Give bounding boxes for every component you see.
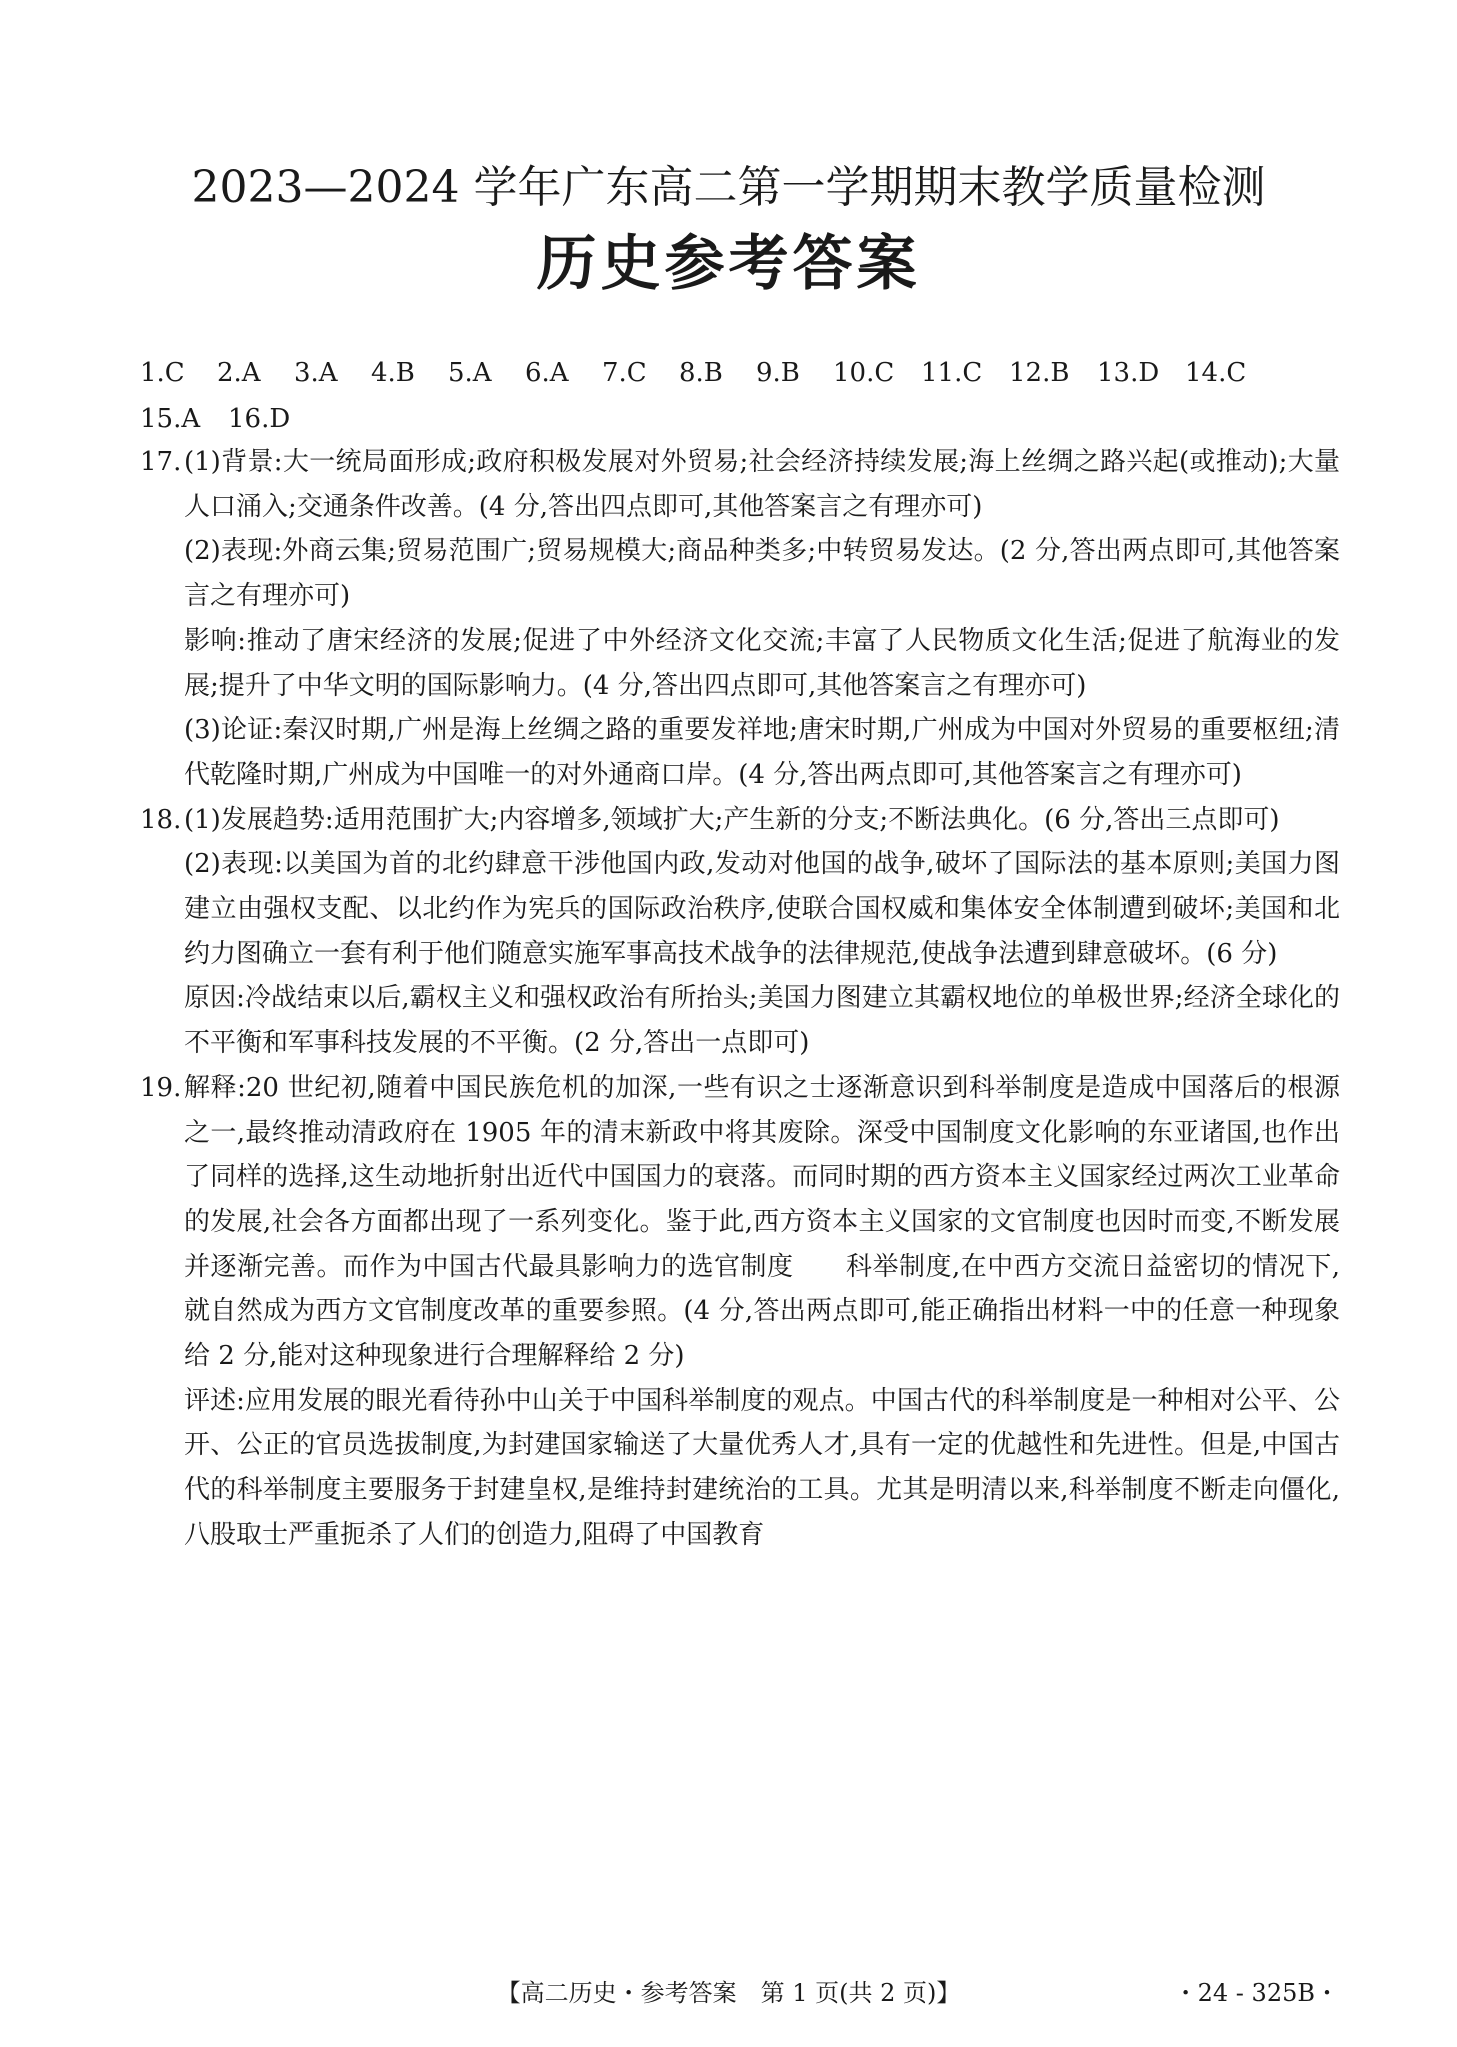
question-number: 19. [140, 1072, 182, 1103]
choice-answer: 8.B [679, 358, 723, 388]
choice-answer: 15.A [140, 404, 201, 434]
choice-answer: 14.C [1185, 358, 1247, 388]
q17-part3: (3)论证:秦汉时期,广州是海上丝绸之路的重要发祥地;唐宋时期,广州成为中国对外贸易的重要枢纽;清代乾隆时期,广州成为中国唯一的对外通商口岸。(4 分,答出两点即可,其他答案言之有理亦可) [184, 715, 1340, 790]
q17-part1: (1)背景:大一统局面形成;政府积极发展对外贸易;社会经济持续发展;海上丝绸之路兴起(或推动);大量人口涌入;交通条件改善。(4 分,答出四点即可,其他答案言之有理亦可) [184, 447, 1340, 522]
page-title: 2023—2024 学年广东高二第一学期期末教学质量检测 [191, 162, 1266, 213]
choice-answer: 6.A [525, 358, 569, 388]
choice-answer: 3.A [294, 358, 338, 388]
question-17 [140, 440, 1340, 798]
q19-explain: 解释:20 世纪初,随着中国民族危机的加深,一些有识之士逐渐意识到科举制度是造成中国落后的根源之一,最终推动清政府在 1905 年的清末新政中将其废除。深受中国制度文化影响的东亚诸国,也作出了同样的选择,这生动地折射出近代中国国力的衰落。而同时期的西方资本主义国家经过两次工业革命的发展,社会各方面都出现了一系列变化。鉴于此,西方资本主义国家的文官制度也因时而变,不断发展并逐渐完善。而作为中国古代最具影响力的选官制度 科举制度,在中西方交流日益密切的情况下,就自然成为西方文官制度改革的重要参照。(4 分,答出两点即可,能正确指出材料一中的任意一种现象给 2 分,能对这种现象进行合理解释给 2 分) [184, 1072, 1340, 1372]
choice-answer: 9.B [756, 358, 800, 388]
choice-answer: 16.D [228, 404, 291, 434]
answer-body [140, 440, 1340, 1558]
q18-part2-reason: 原因:冷战结束以后,霸权主义和强权政治有所抬头;美国力图建立其霸权地位的单极世界;经济全球化的不平衡和军事科技发展的不平衡。(2 分,答出一点即可) [184, 983, 1340, 1059]
choice-answer: 2.A [217, 358, 261, 388]
choice-answer: 12.B [1009, 358, 1070, 388]
q18-part1: (1)发展趋势:适用范围扩大;内容增多,领域扩大;产生新的分支;不断法典化。(6 分,答出三点即可) [184, 804, 1280, 835]
q19-comment: 评述:应用发展的眼光看待孙中山关于中国科举制度的观点。中国古代的科举制度是一种相对公平、公开、公正的官员选拔制度,为封建国家输送了大量优秀人才,具有一定的优越性和先进性。但是,中国古代的科举制度主要服务于封建皇权,是维持封建统治的工具。尤其是明清以来,科举制度不断走向僵化,八股取士严重扼杀了人们的创造力,阻碍了中国教育 [184, 1385, 1340, 1550]
choice-answer: 5.A [448, 358, 492, 388]
page-subtitle: 历史参考答案 [536, 229, 921, 299]
choice-answers [140, 350, 1340, 442]
question-number: 17. [140, 447, 182, 477]
question-19 [140, 1066, 1340, 1558]
question-number: 18. [140, 804, 182, 835]
choice-answer: 10.C [833, 358, 895, 388]
choice-answer: 7.C [602, 358, 647, 388]
answer-row-2 [140, 396, 1340, 442]
q17-part2-performance: (2)表现:外商云集;贸易范围广;贸易规模大;商品种类多;中转贸易发达。(2 分,答出两点即可,其他答案言之有理亦可) [184, 536, 1340, 612]
choice-answer: 11.C [921, 358, 983, 388]
q17-part2-impact: 影响:推动了唐宋经济的发展;促进了中外经济文化交流;丰富了人民物质文化生活;促进了航海业的发展;提升了中华文明的国际影响力。(4 分,答出四点即可,其他答案言之有理亦可) [184, 625, 1340, 701]
answer-row-1 [140, 350, 1340, 396]
choice-answer: 1.C [140, 358, 185, 388]
choice-answer: 4.B [371, 358, 415, 388]
footer-code: ・24 - 325B・ [1173, 1979, 1339, 2007]
q18-part2-performance: (2)表现:以美国为首的北约肆意干涉他国内政,发动对他国的战争,破坏了国际法的基本原则;美国力图建立由强权支配、以北约作为宪兵的国际政治秩序,使联合国权威和集体安全体制遭到破坏;美国和北约力图确立一套有利于他们随意实施军事高技术战争的法律规范,使战争法遭到肆意破坏。(6 分) [184, 849, 1340, 969]
choice-answer: 13.D [1097, 358, 1160, 388]
footer-page-info: 【高二历史・参考答案 第 1 页(共 2 页)】 [496, 1979, 961, 2007]
question-18 [140, 798, 1340, 1066]
